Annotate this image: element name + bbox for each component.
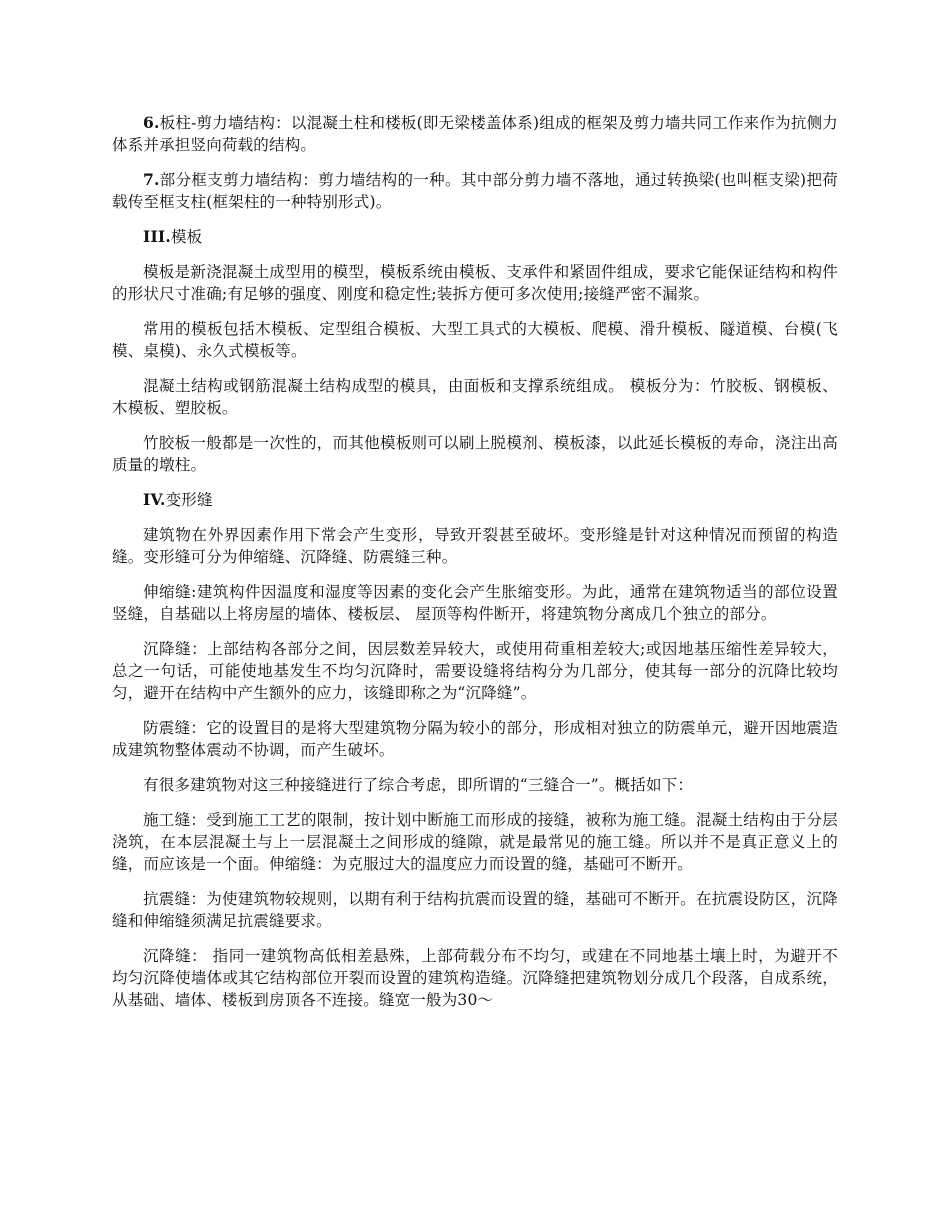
paragraph (112, 375, 838, 419)
paragraph-text: 抗震缝：为使建筑物较规则，以期有利于结构抗震而设置的缝，基础可不断开。在抗震设防区，沉降缝和伸缩缝须满足抗震缝要求。 (112, 890, 838, 930)
paragraph-text: 常用的模板包括木模板、定型组合模板、大型工具式的大模板、爬模、滑升模板、隧道模、台模(飞模、桌模)、永久式模板等。 (112, 320, 838, 360)
paragraph (112, 809, 838, 875)
item-number: 7. (143, 170, 160, 189)
paragraph-text: 施工缝：受到施工工艺的限制，按计划中断施工而形成的接缝，被称为施工缝。混凝土结构由于分层浇筑，在本层混凝土与上一层混凝土之间形成的缝隙，就是最常见的施工缝。所以并不是真正意义上的缝，而应该是一个面。伸缩缝：为克服过大的温度应力而设置的缝，基础可不断开。 (112, 811, 838, 873)
paragraph-text: 建筑物在外界因素作用下常会产生变形，导致开裂甚至破坏。变形缝是针对这种情况而预留的构造缝。变形缝可分为伸缩缝、沉降缝、防震缝三种。 (112, 526, 838, 566)
paragraph (112, 318, 838, 362)
section-heading-formwork (112, 226, 838, 248)
section-title: 变形缝 (165, 491, 213, 509)
paragraph-item-6 (112, 112, 838, 156)
paragraph (112, 524, 838, 568)
paragraph-text: 防震缝：它的设置目的是将大型建筑物分隔为较小的部分，形成相对独立的防震单元，避开因地震造成建筑物整体震动不协调，而产生破坏。 (112, 719, 838, 759)
paragraph (112, 717, 838, 761)
paragraph (112, 638, 838, 704)
paragraph-item-7 (112, 169, 838, 213)
paragraph-text: 板柱-剪力墙结构：以混凝土柱和楼板(即无梁楼盖体系)组成的框架及剪力墙共同工作来作为抗侧力体系并承担竖向荷载的结构。 (112, 114, 838, 154)
paragraph-text: 有很多建筑物对这三种接缝进行了综合考虑，即所谓的“三缝合一”。概括如下： (143, 776, 694, 794)
section-heading-deformation-joint (112, 489, 838, 511)
paragraph-text: 模板是新浇混凝土成型用的模型，模板系统由模板、支承件和紧固件组成，要求它能保证结构和构件的形状尺寸准确;有足够的强度、刚度和稳定性;装拆方便可多次使用;接缝严密不漏浆。 (112, 263, 838, 303)
paragraph-text: 竹胶板一般都是一次性的，而其他模板则可以刷上脱模剂、模板漆，以此延长模板的寿命，浇注出高质量的墩柱。 (112, 434, 838, 474)
paragraph (112, 945, 838, 1011)
paragraph-text: 混凝土结构或钢筋混凝土结构成型的模具，由面板和支撑系统组成。 模板分为：竹胶板、钢模板、木模板、塑胶板。 (112, 377, 838, 417)
paragraph (112, 581, 838, 625)
paragraph-text: 部分框支剪力墙结构：剪力墙结构的一种。其中部分剪力墙不落地，通过转换梁(也叫框支梁)把荷载传至框支柱(框架柱的一种特别形式)。 (112, 171, 838, 211)
item-number: 6. (143, 113, 160, 132)
section-title: 模板 (170, 228, 203, 246)
paragraph-text: 沉降缝：上部结构各部分之间，因层数差异较大，或使用荷重相差较大;或因地基压缩性差异较大，总之一句话，可能使地基发生不均匀沉降时，需要设缝将结构分为几部分，使其每一部分的沉降比较均匀，避开在结构中产生额外的应力，该缝即称之为“沉降缝”。 (112, 640, 838, 702)
paragraph (112, 432, 838, 476)
section-number: IV. (143, 490, 166, 509)
section-number: III. (143, 227, 171, 246)
paragraph (112, 261, 838, 305)
paragraph (112, 774, 838, 796)
paragraph (112, 888, 838, 932)
paragraph-text: 沉降缝： 指同一建筑物高低相差悬殊，上部荷载分布不均匀，或建在不同地基土壤上时，为避开不均匀沉降使墙体或其它结构部位开裂而设置的建筑构造缝。沉降缝把建筑物划分成几个段落，自成系统，从基础、墙体、楼板到房顶各不连接。缝宽一般为30～ (112, 947, 838, 1009)
paragraph-text: 伸缩缝:建筑构件因温度和湿度等因素的变化会产生胀缩变形。为此，通常在建筑物适当的部位设置竖缝，自基础以上将房屋的墙体、楼板层、 屋顶等构件断开，将建筑物分离成几个独立的部分。 (112, 583, 838, 623)
